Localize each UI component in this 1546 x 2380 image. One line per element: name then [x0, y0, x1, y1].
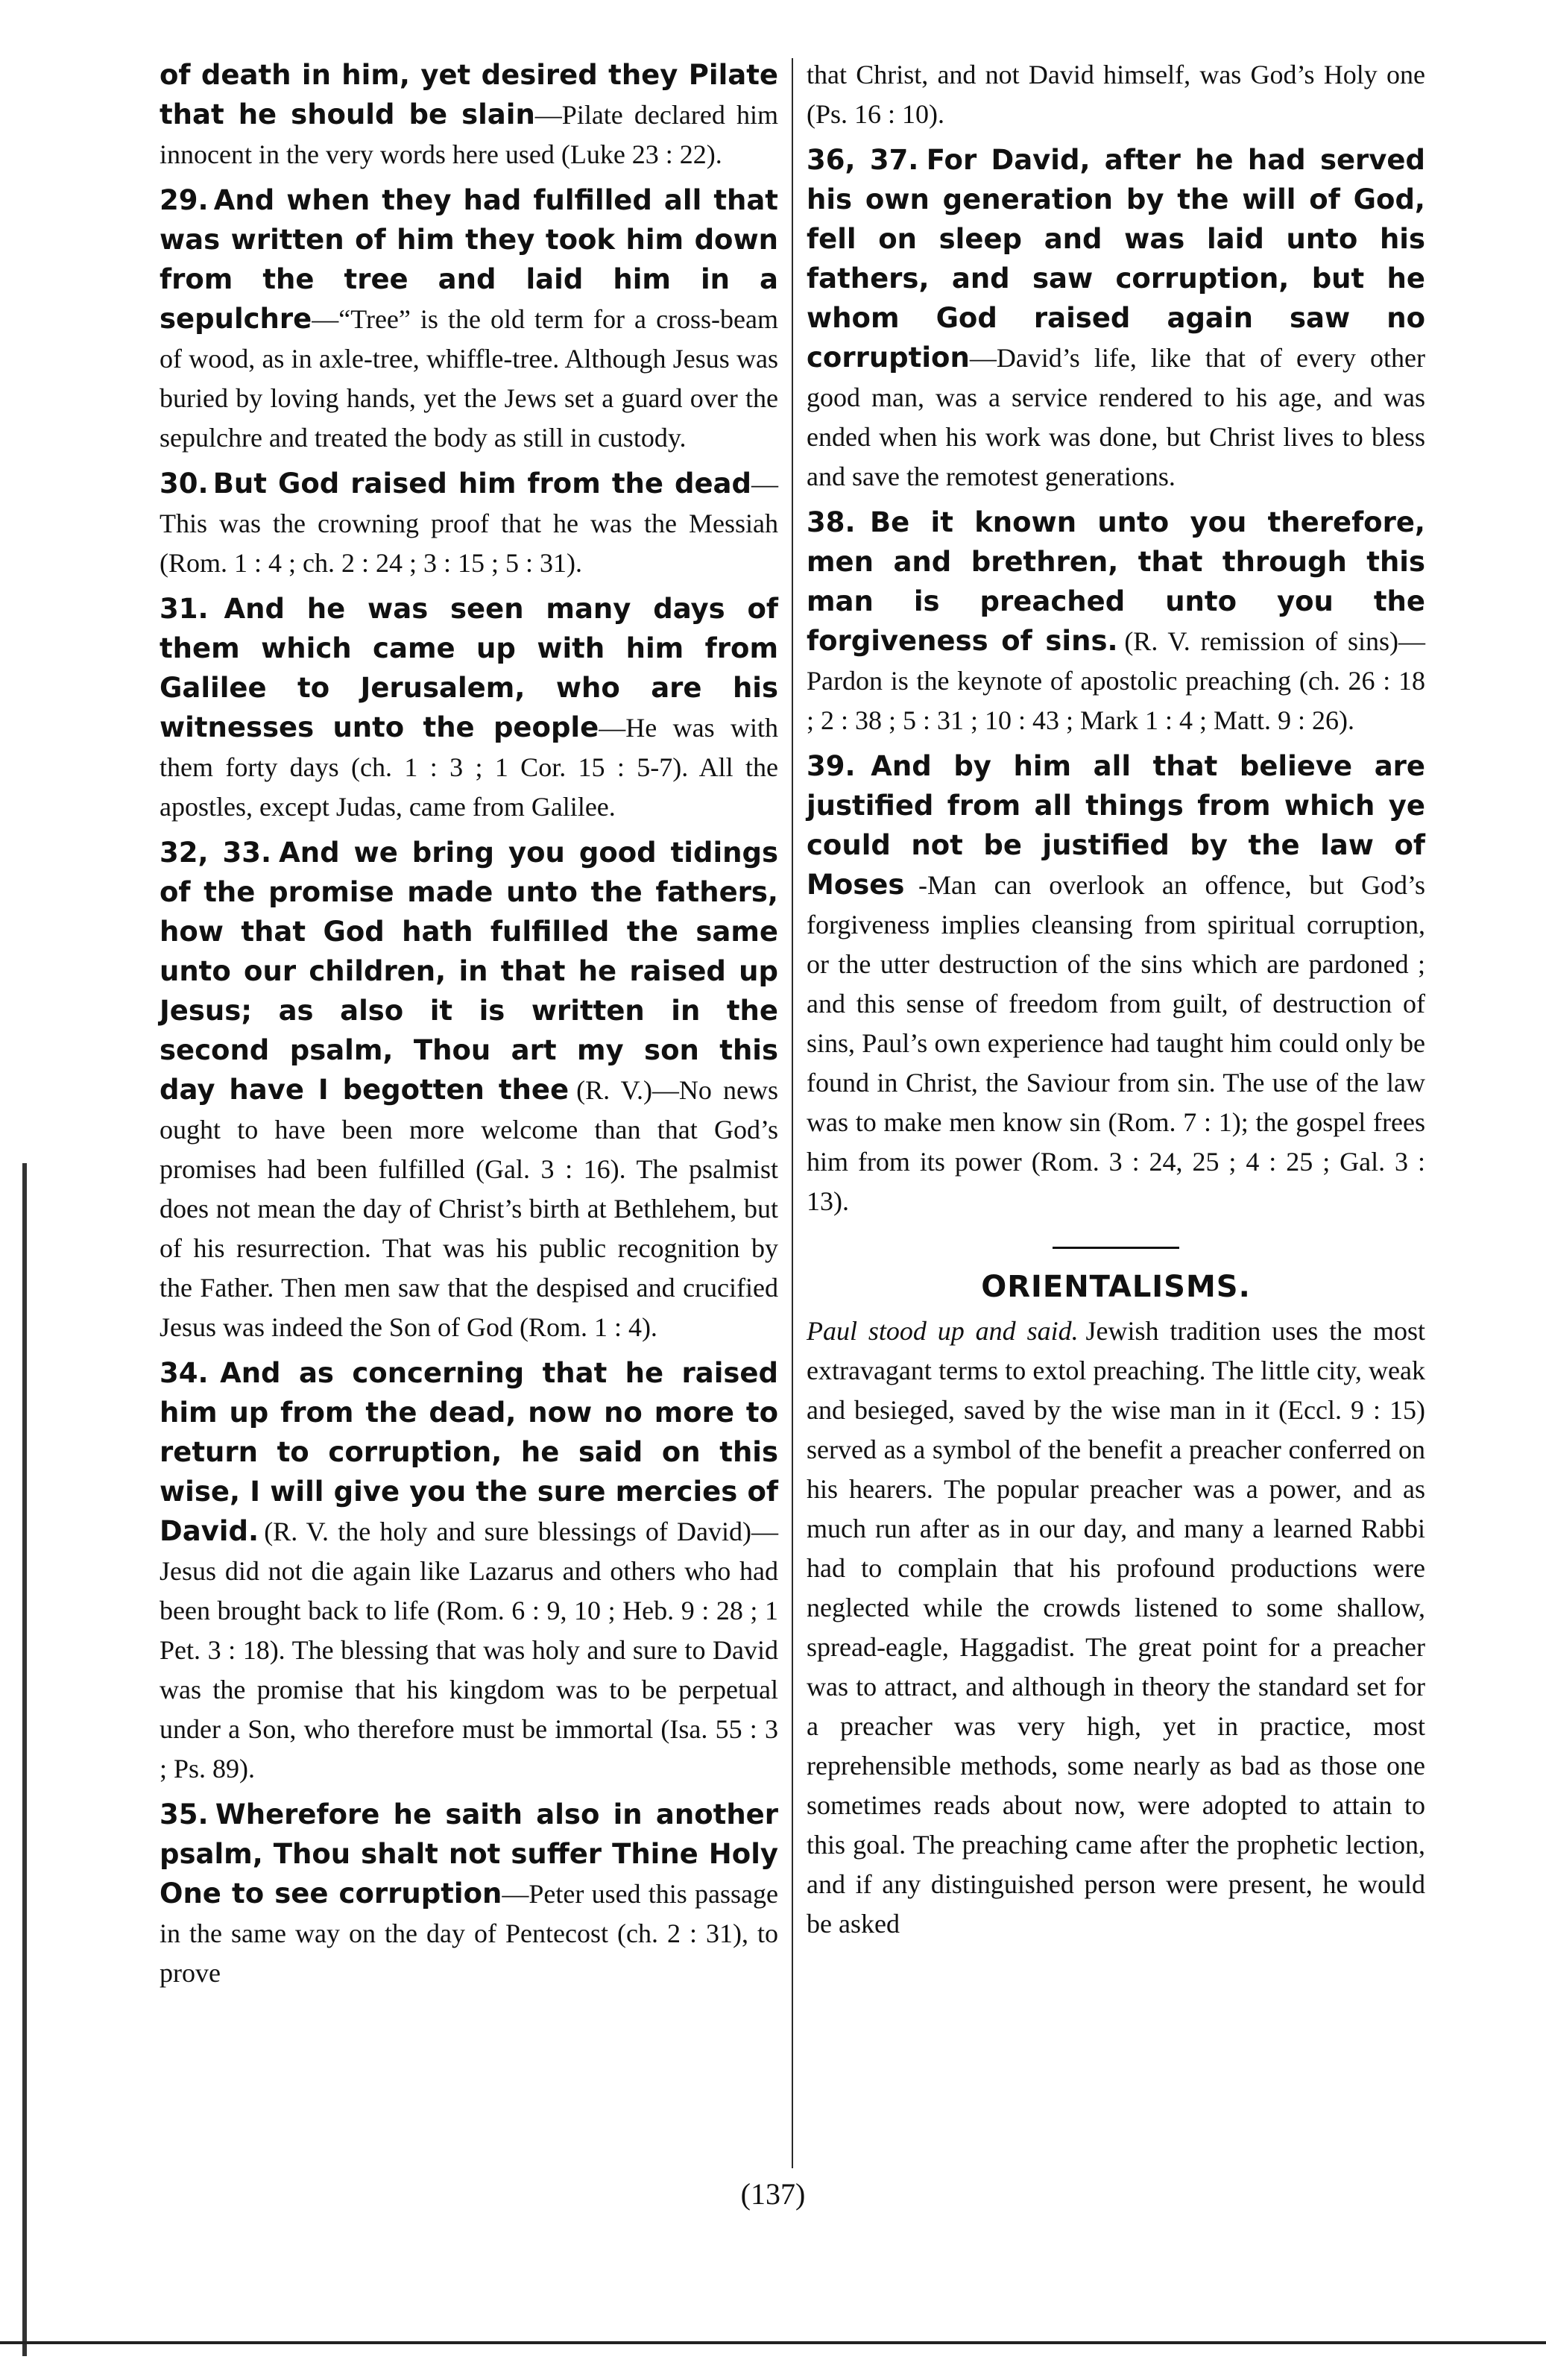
commentary-paragraph	[160, 1353, 778, 1789]
verse-text: And when they had fulfilled all that was written of him they took him down from the tree and laid him in a sepulchre	[160, 184, 778, 335]
verse-text: And he was seen many days of them which came up with him from Galilee to Jerusalem, who are his witnesses unto the people	[160, 593, 779, 743]
commentary-text: (R. V. the holy and sure blessings of David)—Jesus did not die again like Lazarus and others who had been brought back to life (Rom. 6 : 9, 10 ; Heb. 9 : 28 ; 1 Pet. 3 : 18). The blessing that was holy and sure to David was the promise that his kingdom was to be perpetual under a Son, who therefore must be immortal (Isa. 55 : 3 ; Ps. 89).	[160, 1517, 778, 1784]
commentary-text: (R. V.)—No news ought to have been more welcome than that God’s promises had been fulfilled (Gal. 3 : 16). The psalmist does not mean the day of Christ’s birth at Bethlehem, but of his resurrection. That was his public recognition by the Father. Then men saw that the despised and crucified Jesus was indeed the Son of God (Rom. 1 : 4).	[160, 1075, 778, 1342]
commentary-text: —He was with them forty days (ch. 1 : 3 ; 1 Cor. 15 : 5-7). All the apostles, except Judas, came from Galilee.	[160, 713, 778, 822]
commentary-text: —David’s life, like that of every other good man, was a service rendered to his age, and was ended when his work was done, but Christ lives to bless and save the remotest generations.	[807, 343, 1425, 491]
commentary-text: —Peter used this passage in the same way on the day of Pentecost (ch. 2 : 31), to prove	[160, 1879, 778, 1988]
verse-number: 39.	[807, 750, 856, 782]
section-heading: ORIENTALISMS.	[981, 1270, 1251, 1304]
verse-number: 31.	[160, 593, 209, 625]
commentary-paragraph	[807, 140, 1425, 497]
bottom-edge-rule	[0, 2341, 1546, 2344]
commentary-text: that Christ, and not David himself, was God’s Holy one (Ps. 16 : 10).	[807, 60, 1425, 129]
commentary-text: -Man can overlook an offence, but God’s forgiveness implies cleansing from spiritual corruption, or the utter destruction of the sins which are pardoned ; and this sense of freedom from guilt, of destruction of sins, Paul’s own experience had taught him could only be found in Christ, the Saviour from sin. The use of the law was to make men know sin (Rom. 7 : 1); the gospel frees him from its power (Rom. 3 : 24, 25 ; 4 : 25 ; Gal. 3 : 13).	[807, 870, 1426, 1216]
commentary-paragraph	[160, 180, 778, 458]
verse-text: But God raised him from the dead	[212, 468, 752, 500]
commentary-text: —Pilate declared him innocent in the very words here used (Luke 23 : 22).	[160, 100, 778, 169]
commentary-paragraph	[807, 503, 1425, 740]
verse-number: 30.	[160, 468, 209, 500]
verse-number: 36, 37.	[807, 144, 919, 176]
verse-text: Wherefore he saith also in another psalm, Thou shalt not suffer Thine Holy One to see corruption	[160, 1798, 778, 1910]
verse-text: And we bring you good tidings of the promise made unto the fathers, how that God hath fulfilled the same unto our children, in that he raised up Jesus; as also it is written in the second psalm, Thou art my son this day have I begotten thee	[160, 837, 778, 1106]
section-divider	[1053, 1247, 1179, 1249]
commentary-paragraph	[160, 1795, 778, 1993]
verse-text: Be it known unto you therefore, men and brethren, that through this man is preached unto you the forgiveness of sins.	[807, 506, 1425, 657]
verse-text: And as concerning that he raised him up from the dead, now no more to return to corruption, he said on this wise, I will give you the sure mercies of David.	[160, 1357, 779, 1547]
commentary-text: —“Tree” is the old term for a cross-beam of wood, as in axle-tree, whiffle-tree. Although Jesus was buried by loving hands, yet the Jews set a guard over the sepulchre and treated the body as still in custody.	[160, 304, 778, 453]
verse-text: For David, after he had served his own generation by the will of God, fell on sleep and was laid unto his fathers, and saw corruption, but he whom God raised again saw no corruption	[807, 144, 1426, 374]
page-number: (137)	[740, 2177, 806, 2211]
section-body-text: Jewish tradition uses the most extravagant terms to extol preaching. The little city, weak and besieged, saved by the wise man in it (Eccl. 9 : 15) served as a symbol of the benefit a preacher conferred on his hearers. The popular preacher was a power, and as much run after as in our day, and many a learned Rabbi had to complain that his profound productions were neglected while the crowds listened to some shallow, spread-eagle, Haggadist. The great point for a preacher was to attract, and although in theory the standard set for a preacher was very high, yet in practice, most reprehensible methods, some nearly as bad as those one sometimes reads about now, were adopted to attain to this goal. The preaching came after the prophetic lection, and if any distinguished person were present, he would be asked	[807, 1316, 1425, 1939]
commentary-text: (R. V. remission of sins)—Pardon is the keynote of apostolic preaching (ch. 26 : 18 ; 2 : 38 ; 5 : 31 ; 10 : 43 ; Mark 1 : 4 ; Matt. 9 : 26).	[807, 626, 1426, 735]
verse-text: of death in him, yet desired they Pilate that he should be slain	[160, 59, 778, 130]
commentary-paragraph	[160, 833, 778, 1347]
verse-number: 35.	[160, 1798, 209, 1830]
verse-number: 32, 33.	[160, 837, 272, 869]
commentary-paragraph	[160, 589, 778, 827]
section-paragraph	[807, 1312, 1425, 1944]
commentary-paragraph	[160, 55, 778, 174]
commentary-paragraph	[807, 55, 1425, 134]
commentary-text: —This was the crowning proof that he was the Messiah (Rom. 1 : 4 ; ch. 2 : 24 ; 3 : 15 ; 5 : 31).	[160, 469, 779, 578]
section-lead-phrase: Paul stood up and said.	[807, 1316, 1079, 1346]
verse-text: And by him all that believe are justified from all things from which ye could not be justified by the law of Moses	[807, 750, 1426, 901]
commentary-paragraph	[807, 746, 1425, 1221]
column-divider	[792, 58, 793, 2168]
right-column	[807, 55, 1425, 1950]
verse-number: 29.	[160, 184, 209, 216]
commentary-paragraph	[160, 464, 778, 583]
verse-number: 38.	[807, 506, 856, 538]
verse-number: 34.	[160, 1357, 209, 1389]
left-column	[160, 55, 778, 1999]
